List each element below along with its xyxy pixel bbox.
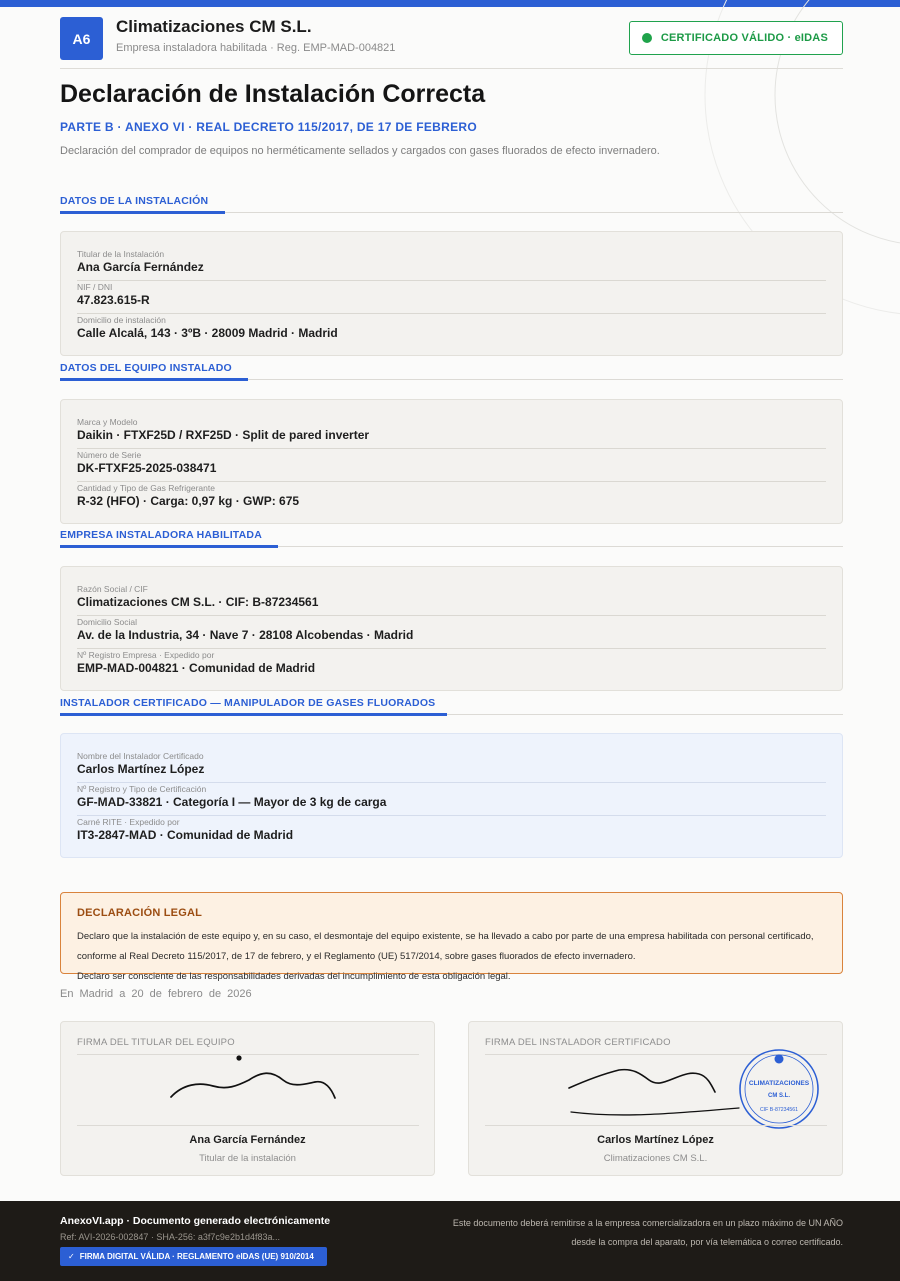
signature-box-holder: [60, 1021, 435, 1176]
digital-signature-badge[interactable]: [60, 1247, 327, 1266]
card-equipment: [60, 399, 843, 524]
field-label: Domicilio Social: [77, 617, 137, 627]
field-company-registry: [77, 649, 826, 682]
page-subtitle: PARTE B · ANEXO VI · REAL DECRETO 115/2017, DE 17 DE FEBRERO: [60, 120, 477, 134]
field-company-name: [77, 583, 826, 616]
certificate-valid-badge[interactable]: [629, 21, 843, 55]
field-label: Nº Registro Empresa · Expedido por: [77, 650, 215, 660]
document-header: [60, 17, 843, 69]
field-installer-rite: [77, 816, 826, 849]
company-logo: A6: [60, 17, 103, 60]
field-holder: [77, 248, 826, 281]
legal-declaration: [60, 892, 843, 982]
card-installation: [60, 231, 843, 356]
signature-role: Titular de la instalación: [199, 1153, 296, 1164]
field-value: EMP-MAD-004821 · Comunidad de Madrid: [77, 661, 316, 675]
signature-title: FIRMA DEL INSTALADOR CERTIFICADO: [485, 1037, 827, 1055]
field-label: Marca y Modelo: [77, 417, 138, 427]
field-value: Carlos Martínez López: [77, 762, 205, 776]
section-title: EMPRESA INSTALADORA HABILITADA: [60, 529, 262, 541]
company-registration: Empresa instaladora habilitada · Reg. EMP-MAD-004821: [116, 42, 396, 54]
certificate-valid-label: CERTIFICADO VÁLIDO · eIDAS: [660, 32, 828, 44]
section-header-equipment: [60, 362, 843, 380]
status-dot-icon: [642, 33, 652, 43]
section-header-installer: [60, 697, 843, 715]
signature-holder-drawing: [61, 1022, 436, 1127]
field-address: [77, 314, 826, 347]
stamp-line-2: CM S.L.: [768, 1093, 790, 1099]
field-label: Número de Serie: [77, 450, 142, 460]
field-label: Cantidad y Tipo de Gas Refrigerante: [77, 483, 215, 493]
section-underline: [60, 713, 447, 716]
section-underline: [60, 211, 225, 214]
field-company-address: [77, 616, 826, 649]
signature-name: Ana García Fernández: [189, 1134, 306, 1146]
field-installer-name: [77, 750, 826, 783]
section-underline: [60, 378, 248, 381]
signature-title: FIRMA DEL TITULAR DEL EQUIPO: [77, 1037, 419, 1055]
signature-name: Carlos Martínez López: [597, 1134, 714, 1146]
signature-line: [485, 1125, 827, 1126]
company-stamp: [469, 1022, 844, 1142]
footer-notice-line-1: Este documento deberá remitirse a la empresa comercializadora en un plazo máximo de UN AÑO: [452, 1218, 843, 1228]
footer-reference: Ref: AVI-2026-002847 · SHA-256: a3f7c9e2b1d4f83a...: [60, 1232, 280, 1242]
field-value: DK-FTXF25-2025-038471: [77, 461, 217, 475]
page-title: Declaración de Instalación Correcta: [60, 80, 486, 108]
top-accent-bar: [0, 0, 900, 7]
field-serial: [77, 449, 826, 482]
field-value: R-32 (HFO) · Carga: 0,97 kg · GWP: 675: [77, 494, 300, 508]
field-label: Titular de la Instalación: [77, 249, 165, 259]
section-title: INSTALADOR CERTIFICADO — MANIPULADOR DE GASES FLUORADOS: [60, 697, 436, 709]
field-label: Domicilio de instalación: [77, 315, 166, 325]
field-brand-model: [77, 416, 826, 449]
page-description: Declaración del comprador de equipos no herméticamente sellados y cargados con gases fluorados de efecto invernadero.: [60, 145, 660, 157]
digital-signature-label: FIRMA DIGITAL VÁLIDA · REGLAMENTO eIDAS (UE) 910/2014: [79, 1252, 314, 1261]
page-footer: [0, 1201, 900, 1281]
section-header-installation: [60, 195, 843, 213]
field-label: NIF / DNI: [77, 282, 113, 292]
field-label: Razón Social / CIF: [77, 584, 148, 594]
section-title: DATOS DEL EQUIPO INSTALADO: [60, 362, 232, 374]
check-icon: ✓: [68, 1252, 75, 1261]
field-value: IT3-2847-MAD · Comunidad de Madrid: [77, 828, 294, 842]
signature-box-installer: [468, 1021, 843, 1176]
legal-text: [77, 927, 827, 987]
card-installer: [60, 733, 843, 858]
card-company: [60, 566, 843, 691]
field-value: GF-MAD-33821 · Categoría I — Mayor de 3 kg de carga: [77, 795, 387, 809]
footer-notice: [423, 1214, 843, 1252]
field-value: Daikin · FTXF25D / RXF25D · Split de pared inverter: [77, 428, 370, 442]
stamp-line-3: CIF B-87234561: [759, 1107, 799, 1113]
stamp-line-1: CLIMATIZACIONES: [748, 1080, 810, 1087]
section-title: DATOS DE LA INSTALACIÓN: [60, 195, 209, 207]
field-value: 47.823.615-R: [77, 293, 150, 307]
field-installer-registry: [77, 783, 826, 816]
signature-role: Climatizaciones CM S.L.: [603, 1153, 708, 1164]
field-value: Climatizaciones CM S.L. · CIF: B-87234561: [77, 595, 319, 609]
company-name: Climatizaciones CM S.L.: [116, 17, 312, 36]
signature-line: [77, 1125, 419, 1126]
field-nif: [77, 281, 826, 314]
place-and-date: En Madrid a 20 de febrero de 2026: [60, 988, 252, 1000]
field-refrigerant: [77, 482, 826, 515]
legal-text-responsibility: Declaro ser consciente de las responsabilidades derivadas del incumplimiento de esta obligación legal.: [77, 971, 511, 982]
field-label: Nombre del Instalador Certificado: [77, 751, 204, 761]
footer-notice-line-2: desde la compra del aparato, por vía telemática o correo certificado.: [571, 1237, 843, 1247]
section-underline: [60, 545, 278, 548]
field-label: Nº Registro y Tipo de Certificación: [77, 784, 207, 794]
field-label: Carné RITE · Expedido por: [77, 817, 180, 827]
legal-text-main: Declaro que la instalación de este equipo y, en su caso, el desmontaje del equipo existente, se ha llevado a cabo por parte de una empresa habilitada con personal certificado, conforme al Real Decreto 115/2017, de 17 de febrero, y el Reglamento (UE) 517/2014, sobre gases fluorados de efecto invernadero.: [77, 931, 814, 962]
field-value: Calle Alcalá, 143 · 3ºB · 28009 Madrid · Madrid: [77, 326, 338, 340]
legal-title: DECLARACIÓN LEGAL: [77, 907, 203, 919]
footer-brand: AnexoVI.app · Documento generado electrónicamente: [60, 1215, 331, 1227]
section-header-company: [60, 529, 843, 547]
field-value: Av. de la Industria, 34 · Nave 7 · 28108 Alcobendas · Madrid: [77, 628, 414, 642]
field-value: Ana García Fernández: [77, 260, 204, 274]
